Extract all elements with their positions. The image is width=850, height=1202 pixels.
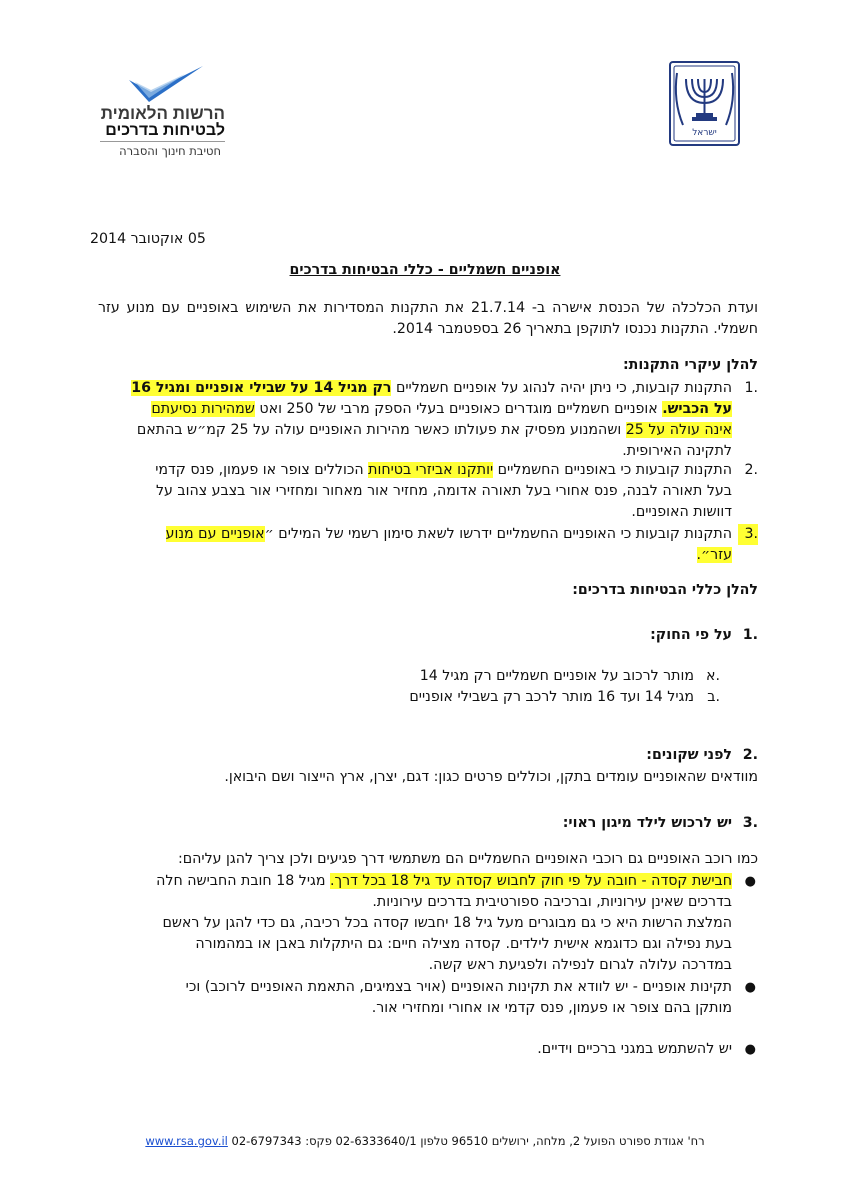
bullet-icon: ● — [744, 980, 756, 995]
reg-highlight: שמהירות נסיעתם — [151, 401, 255, 417]
reg-item-2 — [98, 460, 758, 524]
bullet-icon: ● — [744, 1042, 756, 1057]
reg-number: 1. — [744, 380, 758, 396]
reg-highlight: אינה עולה על 25 — [625, 422, 732, 438]
state-emblem — [669, 61, 740, 146]
bike-check-bullet — [98, 977, 758, 1021]
reg-highlight: יותקנו אביזרי בטיחות — [368, 462, 494, 478]
intro-line-2: חשמלי. התקנות נכנסו לתוקפן בתאריך 26 בספטמבר 2014. — [392, 321, 758, 337]
reg-highlight: עזר״. — [696, 547, 732, 563]
footer-address: רח' אגודת ספורט הפועל 2, מלחה, ירושלים 96510 טלפון 02-6333640/1 פקס: 02-6797343 — [231, 1134, 705, 1148]
reg-text: אופניים חשמליים מוגדרים כאופניים בעלי הספק מרבי של 250 ואט — [254, 401, 663, 417]
section-3-header — [358, 815, 758, 837]
item-letter: ב. — [707, 689, 720, 705]
reg-number: 2. — [744, 462, 758, 478]
helmet-text: המלצת הרשות היא כי גם מבוגרים מעל גיל 18 יחבשו קסדה בכל רכיבה, גם כדי להגן על ראשם — [162, 915, 732, 931]
section-3-intro: כמו רוכב האופניים גם רוכבי האופניים החשמליים הם משתמשי דרך פגיעים ולכן צריך להגן עליהם: — [177, 851, 758, 867]
reg-highlight: אופניים עם מנוע — [165, 526, 265, 542]
reg-text: דוושות האופניים. — [631, 504, 732, 520]
item-text: מותר לרכוב על אופניים חשמליים רק מגיל 14 — [419, 668, 694, 684]
pads-bullet — [98, 1039, 758, 1061]
helmet-highlight: חבישת קסדה - חובה על פי חוק לחבוש קסדה עד גיל 18 בכל דרך. — [330, 873, 732, 889]
bike-check-text: מותקן בהם צופר או פעמון, פנס קדמי או אחורי ומחזירי אור. — [371, 1000, 732, 1016]
rules-heading: להלן כללי הבטיחות בדרכים: — [572, 582, 758, 598]
helmet-text: במדרכה עלולה לגרום לנפילה ולפגיעת ראש קשה. — [428, 957, 732, 973]
helmet-text: בעת נפילה וגם כדוגמא אישית לילדים. קסדה מצילה חיים: גם היתקלות באבן או במהמורה — [195, 936, 732, 952]
helmet-text: בדרכים שאינן עירוניות, וברכיבה ספורטיבית בדרכים עירוניות. — [372, 894, 732, 910]
emblem-label: ישראל — [692, 128, 717, 138]
reg-text: ושהמנוע מפסיק את פעולתו כאשר מהירות האופניים עולה על 25 קמ״ש בהתאם — [136, 422, 626, 438]
law-item-b — [320, 687, 720, 709]
logo-title-2: לבטיחות בדרכים — [105, 122, 225, 139]
section-2-header — [358, 747, 758, 769]
reg-item-1 — [98, 378, 758, 462]
page-title: אופניים חשמליים - כללי הבטיחות בדרכים — [289, 262, 561, 278]
section-heading: לפני שקונים: — [646, 747, 732, 763]
helmet-bullet — [98, 871, 758, 981]
reg-text: בעל תאורה לבנה, פנס אחורי בעל תאורה אדומה, מחזיר אור מאחור ומחזירי אור בצבע צהוב על — [155, 483, 732, 499]
intro-line-1: ועדת הכלכלה של הכנסת אישרה ב- 21.7.14 את התקנות המסדירות את השימוש באופניים עם מנוע עזר — [98, 300, 758, 316]
section-heading: יש לרכוש לילד מיגון ראוי: — [562, 815, 732, 831]
logo-divider — [100, 141, 225, 142]
reg-text: לתקינה האירופית. — [622, 443, 732, 459]
section-1-header — [358, 627, 758, 649]
footer-website-link[interactable]: www.rsa.gov.il — [145, 1134, 228, 1148]
reg-text: הכוללים צופר או פעמון, פנס קדמי — [155, 462, 369, 478]
section-number: 1. — [742, 627, 758, 643]
reg-highlight: על הכביש. — [662, 401, 732, 417]
item-letter: א. — [706, 668, 720, 684]
reg-text: התקנות קובעות כי באופניים החשמליים — [493, 462, 732, 478]
law-item-a — [320, 666, 720, 688]
section-number: 3. — [742, 815, 758, 831]
reg-number: 3. — [738, 524, 758, 545]
regs-heading: להלן עיקרי התקנות: — [622, 357, 758, 373]
item-text: מגיל 14 ועד 16 מותר לרכב רק בשבילי אופניים — [409, 689, 694, 705]
bullet-icon: ● — [744, 874, 756, 889]
logo-title-1: הרשות הלאומית — [100, 104, 225, 123]
logo-subtitle: חטיבת חינוך והסברה — [119, 144, 221, 158]
section-number: 2. — [742, 747, 758, 763]
footer — [100, 1134, 750, 1148]
bike-check-text: תקינות אופניים - יש לוודא את תקינות האופניים (אויר בצמיגים, התאמת האופניים לרוכב) וכי — [185, 979, 732, 995]
section-2-text: מוודאים שהאופניים עומדים בתקן, וכוללים פרטים כגון: דגם, יצרן, ארץ הייצור ושם היבואן. — [224, 769, 758, 785]
document-date: 05 אוקטובר 2014 — [90, 231, 206, 247]
reg-highlight: רק מגיל 14 על שבילי אופניים ומגיל 16 — [131, 380, 392, 396]
section-heading: על פי החוק: — [650, 627, 732, 643]
pads-text: יש להשתמש במגני ברכיים וידיים. — [537, 1041, 732, 1057]
reg-item-3 — [98, 524, 758, 568]
reg-text: התקנות קובעות כי האופניים החשמליים ידרשו לשאת סימון רשמי של המילים ״ — [264, 526, 732, 542]
helmet-text: מגיל 18 חובת החבישה חלה — [156, 873, 330, 889]
checkmark-icon — [125, 62, 205, 110]
rsa-logo — [100, 62, 225, 162]
reg-text: התקנות קובעות, כי ניתן יהיה לנהוג על אופניים חשמליים — [391, 380, 732, 396]
